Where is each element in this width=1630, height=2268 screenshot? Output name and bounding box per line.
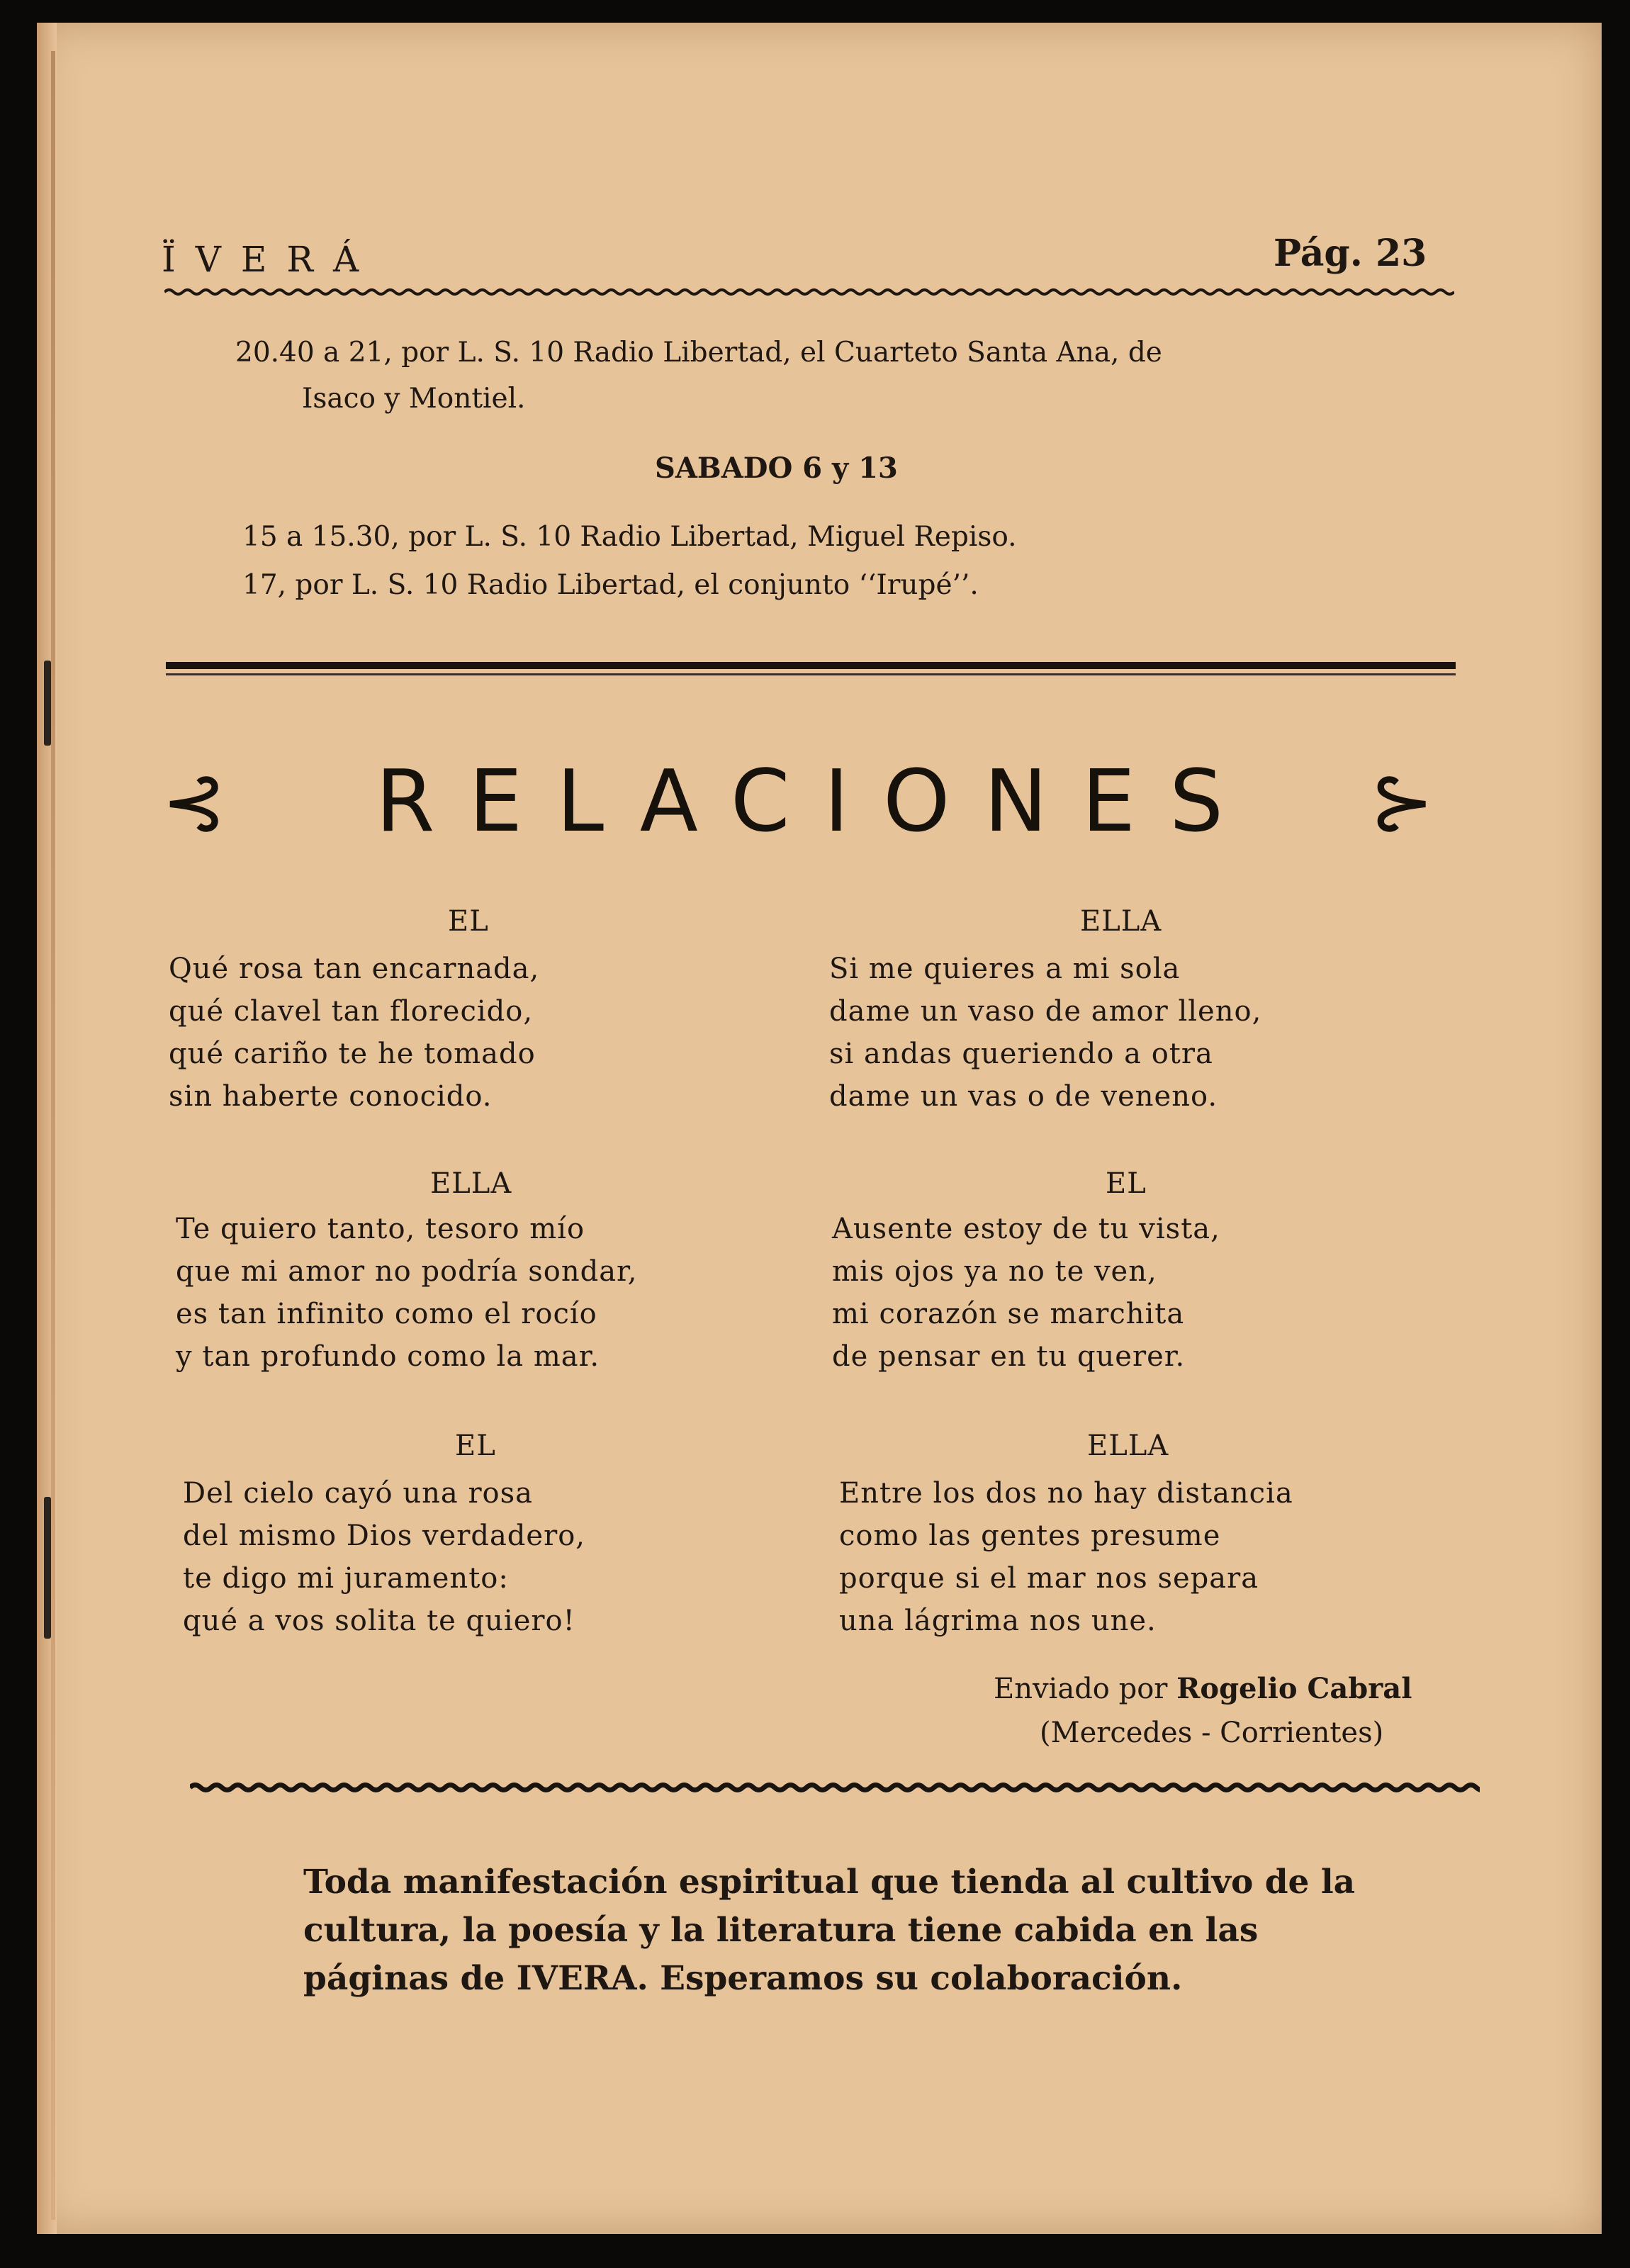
contribution-notice bbox=[303, 1858, 1409, 2003]
verse-line: una lágrima nos une. bbox=[839, 1605, 1157, 1637]
verse-line: es tan infinito como el rocío bbox=[176, 1298, 597, 1330]
verse-line: sin haberte conocido. bbox=[169, 1080, 493, 1113]
verse-line: como las gentes presume bbox=[839, 1520, 1221, 1552]
section-divider bbox=[166, 662, 1456, 669]
verse-line: Qué rosa tan encarnada, bbox=[169, 953, 540, 985]
stanza-left-2 bbox=[176, 1208, 637, 1378]
verse-line: qué clavel tan florecido, bbox=[169, 995, 534, 1028]
verse-line: si andas queriendo a otra bbox=[829, 1038, 1213, 1070]
verse-line: del mismo Dios verdadero, bbox=[183, 1520, 585, 1552]
staple-top bbox=[44, 661, 51, 746]
stanza-right-3-speaker: ELLA bbox=[1087, 1430, 1169, 1462]
schedule-line-1: 20.40 a 21, por L. S. 10 Radio Libertad, el Cuarteto Santa Ana, de bbox=[235, 337, 1162, 369]
verse-line: qué cariño te he tomado bbox=[169, 1038, 536, 1070]
page-number: Pág. 23 bbox=[1274, 232, 1427, 275]
verse-line: Del cielo cayó una rosa bbox=[183, 1477, 534, 1510]
credit-place: (Mercedes - Corrientes) bbox=[1040, 1717, 1384, 1749]
verse-line: que mi amor no podría sondar, bbox=[176, 1255, 638, 1288]
stanza-right-1 bbox=[829, 948, 1261, 1118]
verse-line: y tan profundo como la mar. bbox=[176, 1340, 600, 1373]
stanza-left-3-speaker: EL bbox=[455, 1430, 496, 1462]
verse-line: Ausente estoy de tu vista, bbox=[832, 1213, 1220, 1245]
stanza-right-1-speaker: ELLA bbox=[1080, 905, 1162, 938]
stanza-left-2-speaker: ELLA bbox=[430, 1167, 512, 1200]
schedule-line-1-cont: Isaco y Montiel. bbox=[302, 383, 526, 415]
header-wavy-rule bbox=[164, 285, 1454, 299]
magazine-page bbox=[37, 23, 1602, 2234]
verse-line: dame un vas o de veneno. bbox=[829, 1080, 1218, 1113]
verse-line: porque si el mar nos separa bbox=[839, 1562, 1259, 1595]
schedule-line-2: 15 a 15.30, por L. S. 10 Radio Libertad, Miguel Repiso. bbox=[242, 521, 1017, 553]
verse-line: dame un vaso de amor lleno, bbox=[829, 995, 1262, 1028]
staple-bottom bbox=[44, 1497, 51, 1639]
footer-ornamental-rule bbox=[190, 1779, 1480, 1796]
stanza-right-3 bbox=[839, 1472, 1293, 1642]
credit-author: Rogelio Cabral bbox=[1176, 1672, 1412, 1705]
stanza-right-2-speaker: EL bbox=[1106, 1167, 1147, 1200]
verse-line: mi corazón se marchita bbox=[832, 1298, 1185, 1330]
verse-line: qué a vos solita te quiero! bbox=[183, 1605, 575, 1637]
credit-line bbox=[994, 1667, 1412, 1711]
stanza-left-3 bbox=[183, 1472, 585, 1642]
stanza-left-1 bbox=[169, 948, 539, 1118]
day-heading: SABADO 6 y 13 bbox=[655, 451, 898, 485]
section-title: RELACIONES bbox=[376, 753, 1258, 851]
ornament-right-icon: ⊱ bbox=[1369, 756, 1435, 847]
spine-edge bbox=[51, 51, 55, 2220]
credit-sent-by: Enviado por bbox=[994, 1673, 1168, 1705]
notice-text-b: . Esperamos su colaboración. bbox=[636, 1959, 1183, 1998]
schedule-line-3: 17, por L. S. 10 Radio Libertad, el conjunto ‘‘Irupé’’. bbox=[242, 569, 979, 601]
notice-magazine-name: IVERA bbox=[516, 1959, 637, 1998]
notice-text-a: Toda manifestación espiritual que tienda al cultivo de la cultura, la poesía y la literatura tiene cabida en las páginas de bbox=[303, 1863, 1356, 1998]
running-title: ÏVERÁ bbox=[162, 239, 379, 280]
verse-line: Si me quieres a mi sola bbox=[829, 953, 1181, 985]
ornament-left-icon: ⊰ bbox=[162, 756, 227, 847]
stanza-right-2 bbox=[832, 1208, 1220, 1378]
verse-line: mis ojos ya no te ven, bbox=[832, 1255, 1157, 1288]
verse-line: Entre los dos no hay distancia bbox=[839, 1477, 1293, 1510]
verse-line: Te quiero tanto, tesoro mío bbox=[176, 1213, 585, 1245]
verse-line: te digo mi juramento: bbox=[183, 1562, 509, 1595]
verse-line: de pensar en tu querer. bbox=[832, 1340, 1186, 1373]
stanza-left-1-speaker: EL bbox=[448, 905, 489, 938]
